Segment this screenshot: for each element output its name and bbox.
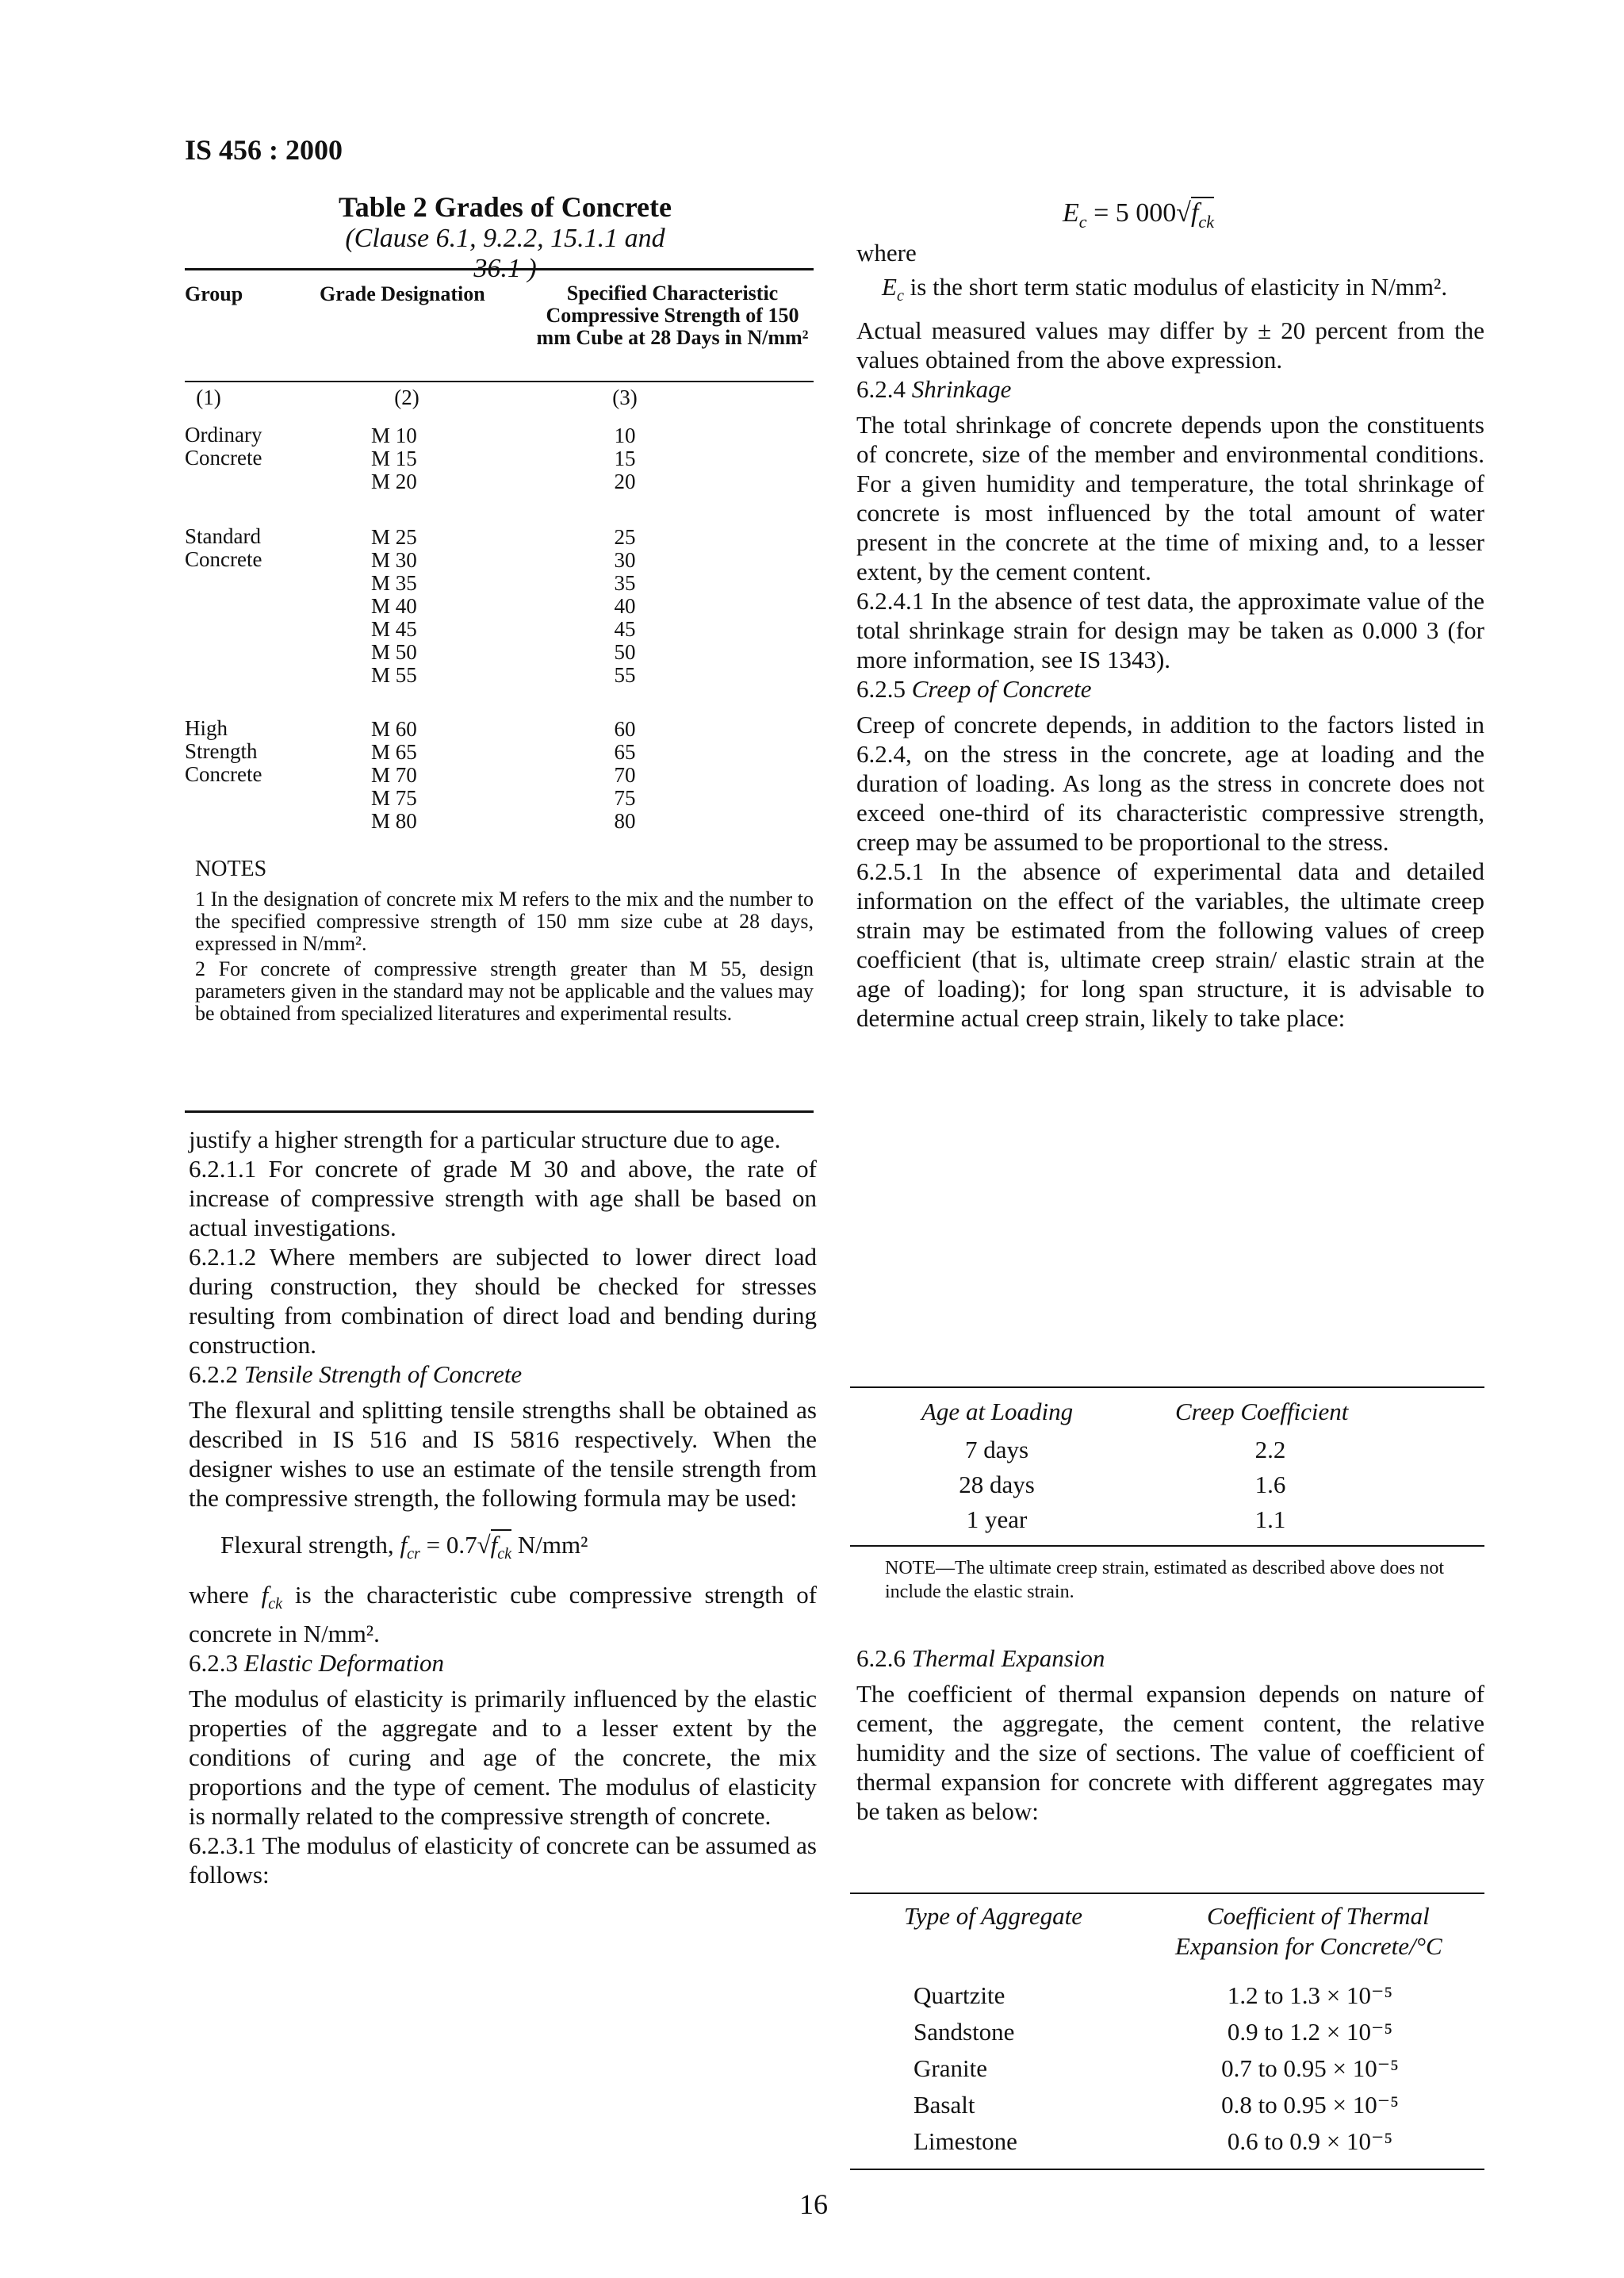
- page-number: 16: [799, 2188, 828, 2220]
- document-code: IS 456 : 2000: [185, 134, 343, 166]
- ec-symbol: $E_c$: [882, 273, 904, 305]
- coefficient-cell: 0.9 to 1.2 × 10⁻⁵: [1227, 2018, 1393, 2046]
- ec-formula: [1063, 198, 1214, 232]
- grade-cell: M 10: [371, 424, 417, 447]
- grade-cell: M 35: [371, 571, 417, 595]
- para-6212: 6.2.1.2 Where members are subjected to lower direct load during construction, they should be checked for stresses resulting from combination of direct load and bending during construction.: [189, 1243, 817, 1359]
- grade-cell: M 50: [371, 640, 417, 664]
- creep-coef-cell: 1.6: [1254, 1471, 1286, 1498]
- strength-cell: 25: [614, 525, 636, 549]
- ec-formula-rhs: = 5 000: [1094, 198, 1177, 228]
- col-header-grade: Grade Designation: [320, 282, 485, 305]
- strength-cell: 10: [614, 424, 636, 447]
- creep-table: [850, 1386, 1484, 1545]
- colnum-3: (3): [612, 385, 638, 409]
- sqrt-symbol: √: [1176, 198, 1191, 228]
- group-high-strength: High Strength Concrete: [185, 716, 262, 786]
- strength-cell: 55: [614, 663, 636, 687]
- group-ordinary: Ordinary Concrete: [185, 423, 262, 470]
- group-standard: Standard Concrete: [185, 524, 262, 571]
- para-6251: 6.2.5.1 In the absence of experimental data and detailed information on the effect of the variables, the ultimate creep strain may be estimated from the following values of creep coefficient (that is, ultimate creep strain/ elastic strain at the age of loading); for long span structure, it is advisable to determine actual creep strain, likely to take place:: [856, 857, 1484, 1033]
- strength-cell: 30: [614, 548, 636, 572]
- grade-cell: M 45: [371, 617, 417, 641]
- grade-cell: M 65: [371, 740, 417, 764]
- heading-623-title: Elastic Deformation: [243, 1649, 445, 1678]
- grade-cell: M 75: [371, 786, 417, 810]
- formula-rhs: = 0.7: [426, 1531, 477, 1559]
- coefficient-cell: 1.2 to 1.3 × 10⁻⁵: [1227, 1981, 1393, 2009]
- strength-cell: 75: [614, 786, 636, 810]
- para-623: The modulus of elasticity is primarily influenced by the elastic properties of the aggregate and to a lesser extent by the conditions of curing and age of the concrete, the mix proportions and the type of cement. The modulus of elasticity is normally related to the compressive strength of concrete.: [189, 1685, 817, 1831]
- heading-626-number: 6.2.6: [856, 1644, 906, 1672]
- colnum-1: (1): [196, 385, 221, 409]
- grade-cell: M 30: [371, 548, 417, 572]
- aggregate-cell: Quartzite: [914, 1981, 1005, 2009]
- table2-bottom-rule: [185, 1110, 814, 1113]
- para-622: The flexural and splitting tensile strengths shall be obtained as described in IS 516 and IS 5816 respectively. When the designer wishes to use an estimate of the tensile strength from the compressive strength, the following formula may be used:: [189, 1396, 817, 1512]
- strength-cell: 65: [614, 740, 636, 764]
- formula-label: Flexural strength,: [220, 1531, 394, 1559]
- ec-definition: [856, 272, 1484, 311]
- left-column: [189, 1125, 817, 1889]
- strength-cell: 15: [614, 447, 636, 470]
- creep-age-cell: 7 days: [964, 1436, 1029, 1463]
- heading-622-number: 6.2.2: [189, 1360, 238, 1388]
- strength-cell: 40: [614, 594, 636, 618]
- fck-symbol: $f_{ck}$: [1190, 198, 1215, 232]
- heading-623-number: 6.2.3: [189, 1649, 238, 1678]
- sqrt-symbol: √: [477, 1531, 491, 1559]
- fcr-symbol: $f_{cr}$: [400, 1531, 420, 1563]
- table2-top-rule: [185, 268, 814, 270]
- thermal-table-bottom-rule: [850, 2169, 1484, 2170]
- creep-age-cell: 1 year: [966, 1505, 1028, 1533]
- where-label: where: [856, 239, 917, 267]
- coefficient-cell: 0.8 to 0.95 × 10⁻⁵: [1221, 2091, 1399, 2119]
- grade-cell: M 60: [371, 717, 417, 741]
- heading-625: [856, 674, 1484, 704]
- heading-622: [189, 1360, 817, 1389]
- table2-title: Table 2 Grades of Concrete: [339, 191, 672, 223]
- para-625: Creep of concrete depends, in addition to the factors listed in 6.2.4, on the stress in the concrete, age at loading and the duration of loading. As long as the stress in concrete does not exceed one-third of its characteristic compressive strength, creep may be assumed to be proportional to the stress.: [856, 711, 1484, 857]
- right-column: [856, 238, 1484, 1033]
- formula-unit: N/mm²: [517, 1531, 588, 1559]
- para-where: [189, 1580, 817, 1648]
- creep-note: NOTE—The ultimate creep strain, estimated as described above does not include the elastic strain.: [885, 1558, 1445, 1602]
- where-label: where: [189, 1581, 249, 1609]
- grade-cell: M 55: [371, 663, 417, 687]
- col-header-group: Group: [185, 282, 243, 305]
- aggregate-cell: Basalt: [914, 2091, 975, 2119]
- fck-symbol: $f_{ck}$: [490, 1531, 512, 1563]
- grade-cell: M 80: [371, 809, 417, 833]
- colnum-2: (2): [394, 385, 419, 409]
- para-actual: Actual measured values may differ by ± 20 percent from the values obtained from the above expression.: [856, 316, 1484, 374]
- creep-coef-cell: 1.1: [1254, 1505, 1286, 1533]
- heading-622-title: Tensile Strength of Concrete: [243, 1360, 523, 1388]
- thermal-header-unit: Expansion for Concrete/°C: [1175, 1932, 1442, 1960]
- heading-626-title: Thermal Expansion: [911, 1644, 1105, 1672]
- thermal-table: [850, 1893, 1484, 2162]
- grade-cell: M 15: [371, 447, 417, 470]
- table2-clause: (Clause 6.1, 9.2.2, 15.1.1 and 36.1 ): [345, 224, 665, 283]
- thermal-header-coefficient: Coefficient of Thermal: [1207, 1902, 1430, 1930]
- para-624: The total shrinkage of concrete depends upon the constituents of concrete, size of the member and environmental conditions. For a given humidity and temperature, the total shrinkage of concrete is most influenced by the total amount of water present in the concrete at the time of mixing and, to a lesser extent, by the cement content.: [856, 411, 1484, 586]
- para-6231: 6.2.3.1 The modulus of elasticity of concrete can be assumed as follows:: [189, 1831, 817, 1889]
- coefficient-cell: 0.6 to 0.9 × 10⁻⁵: [1227, 2127, 1393, 2155]
- strength-cell: 60: [614, 717, 636, 741]
- para-6241: 6.2.4.1 In the absence of test data, the approximate value of the total shrinkage strain for design may be taken as 0.000 3 (for more information, see IS 1343).: [856, 587, 1484, 674]
- heading-625-number: 6.2.5: [856, 675, 906, 704]
- strength-cell: 70: [614, 763, 636, 787]
- heading-623: [189, 1648, 817, 1678]
- fck-inline: $f_{ck}$: [261, 1581, 283, 1613]
- creep-table-bottom-rule: [850, 1545, 1484, 1547]
- flexural-formula: [189, 1530, 817, 1569]
- aggregate-cell: Limestone: [914, 2127, 1017, 2155]
- coefficient-cell: 0.7 to 0.95 × 10⁻⁵: [1221, 2054, 1399, 2082]
- para-626: The coefficient of thermal expansion depends on nature of cement, the aggregate, the cement content, the relative humidity and the size of sections. The value of coefficient of thermal expansion for concrete with different aggregates may be taken as below:: [856, 1680, 1484, 1825]
- creep-age-cell: 28 days: [959, 1471, 1035, 1498]
- note-1: 1 In the designation of concrete mix M refers to the mix and the number to the specified compressive strength of 150 mm size cube at 28 days, expressed in N/mm².: [195, 888, 814, 955]
- heading-624-title: Shrinkage: [911, 375, 1012, 404]
- aggregate-cell: Sandstone: [914, 2018, 1015, 2046]
- grade-cell: M 25: [371, 525, 417, 549]
- para-age: justify a higher strength for a particular structure due to age.: [189, 1126, 781, 1153]
- strength-cell: 35: [614, 571, 636, 595]
- strength-cell: 45: [614, 617, 636, 641]
- col-header-strength: Specified Characteristic Compressive Strength of 150 mm Cube at 28 Days in N/mm²: [536, 282, 809, 349]
- ec-symbol: $E_c$: [1063, 198, 1087, 232]
- heading-624-number: 6.2.4: [856, 375, 906, 404]
- heading-625-title: Creep of Concrete: [911, 675, 1092, 704]
- notes-heading: NOTES: [195, 857, 267, 881]
- note-2: 2 For concrete of compressive strength greater than M 55, design parameters given in the standard may not be applicable and the values may be obtained from specialized literatures and experimental results.: [195, 957, 814, 1025]
- creep-coef-cell: 2.2: [1254, 1436, 1286, 1463]
- strength-cell: 20: [614, 470, 636, 493]
- strength-cell: 50: [614, 640, 636, 664]
- table2-notes: [195, 858, 814, 1028]
- para-6211: 6.2.1.1 For concrete of grade M 30 and above, the rate of increase of compressive strength with age shall be based on actual investigations.: [189, 1155, 817, 1241]
- heading-626: [856, 1643, 1484, 1673]
- strength-cell: 80: [614, 809, 636, 833]
- grade-cell: M 70: [371, 763, 417, 787]
- grade-cell: M 40: [371, 594, 417, 618]
- aggregate-cell: Granite: [914, 2054, 987, 2082]
- table2-header-rule: [185, 381, 814, 382]
- ec-description: is the short term static modulus of elasticity in N/mm².: [910, 273, 1448, 301]
- creep-header-coefficient: Creep Coefficient: [1175, 1398, 1349, 1425]
- right-column-lower: [856, 1643, 1484, 1826]
- where-description: is the characteristic cube compressive strength of concrete in N/mm².: [189, 1581, 818, 1648]
- creep-header-age: Age at Loading: [921, 1398, 1074, 1425]
- heading-624: [856, 374, 1484, 404]
- grade-cell: M 20: [371, 470, 417, 493]
- thermal-header-aggregate: Type of Aggregate: [904, 1902, 1082, 1930]
